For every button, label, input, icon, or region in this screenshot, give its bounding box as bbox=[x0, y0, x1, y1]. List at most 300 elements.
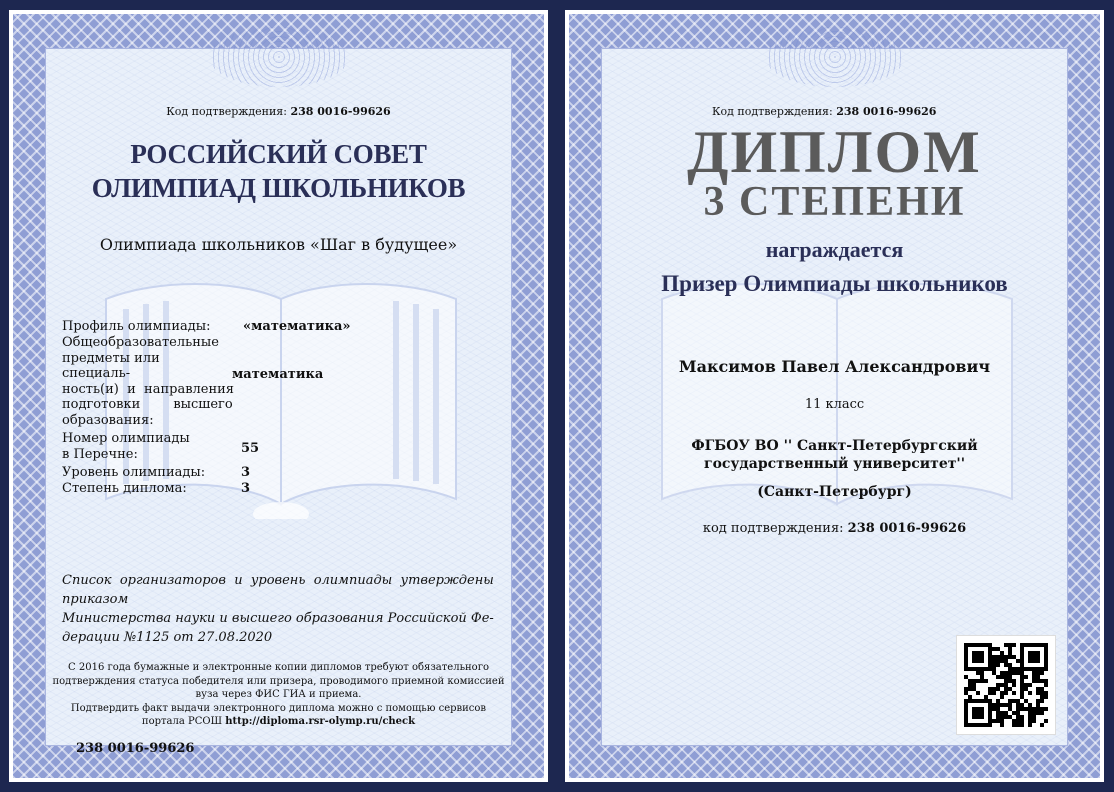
qr-module bbox=[1040, 699, 1044, 703]
qr-module bbox=[1020, 695, 1024, 699]
qr-module bbox=[1004, 711, 1008, 715]
recipient-grade: 11 класс bbox=[804, 397, 865, 412]
qr-module bbox=[988, 659, 992, 663]
qr-module bbox=[964, 647, 968, 651]
qr-module bbox=[1036, 655, 1040, 659]
qr-code bbox=[956, 635, 1056, 735]
organizers-note bbox=[62, 571, 502, 647]
qr-module bbox=[1044, 695, 1048, 699]
qr-module bbox=[1000, 691, 1004, 695]
qr-module bbox=[972, 707, 976, 711]
qr-module bbox=[1024, 643, 1028, 647]
qr-module bbox=[1032, 659, 1036, 663]
qr-module bbox=[972, 655, 976, 659]
qr-module bbox=[1008, 655, 1012, 659]
qr-module bbox=[964, 687, 968, 691]
qr-module bbox=[1036, 687, 1040, 691]
qr-module bbox=[984, 679, 988, 683]
qr-module bbox=[1020, 647, 1024, 651]
qr-module bbox=[1000, 651, 1004, 655]
qr-module bbox=[980, 659, 984, 663]
qr-module bbox=[1012, 683, 1016, 687]
confirmation-code-line bbox=[712, 105, 936, 118]
subjects-label-line: предметы или специаль- bbox=[62, 350, 160, 381]
qr-module bbox=[984, 667, 988, 671]
qr-module bbox=[1000, 675, 1004, 679]
profile-label: Профиль олимпиады: bbox=[62, 319, 211, 334]
qr-module bbox=[996, 663, 1000, 667]
qr-module bbox=[980, 723, 984, 727]
qr-module bbox=[1032, 667, 1036, 671]
qr-module bbox=[1012, 723, 1016, 727]
code-value: 238 0016-99626 bbox=[836, 105, 937, 118]
qr-module bbox=[1004, 679, 1008, 683]
qr-module bbox=[972, 659, 976, 663]
qr-module bbox=[976, 679, 980, 683]
qr-module bbox=[1044, 651, 1048, 655]
confirmation-footer bbox=[602, 521, 1067, 536]
qr-module bbox=[988, 715, 992, 719]
qr-module bbox=[964, 675, 968, 679]
qr-module bbox=[980, 699, 984, 703]
qr-module bbox=[1036, 703, 1040, 707]
qr-module bbox=[1032, 711, 1036, 715]
qr-module bbox=[1036, 643, 1040, 647]
qr-module bbox=[992, 703, 996, 707]
qr-module bbox=[972, 687, 976, 691]
qr-module bbox=[1028, 651, 1032, 655]
qr-module bbox=[1012, 643, 1016, 647]
olympiad-title: Олимпиада школьников «Шаг в будущее» bbox=[99, 235, 458, 254]
qr-module bbox=[1000, 671, 1004, 675]
qr-module bbox=[964, 651, 968, 655]
qr-module bbox=[1000, 715, 1004, 719]
subjects-value: математика bbox=[232, 367, 324, 382]
bottom-code: 238 0016-99626 bbox=[76, 741, 195, 756]
qr-module bbox=[980, 643, 984, 647]
qr-module bbox=[1044, 659, 1048, 663]
qr-module bbox=[976, 699, 980, 703]
qr-module bbox=[1020, 663, 1024, 667]
qr-module bbox=[972, 723, 976, 727]
qr-module bbox=[1024, 675, 1028, 679]
qr-module bbox=[1032, 643, 1036, 647]
qr-module bbox=[1000, 711, 1004, 715]
qr-module bbox=[996, 655, 1000, 659]
organizers-note-line: приказом bbox=[62, 592, 129, 607]
qr-module bbox=[980, 655, 984, 659]
qr-module bbox=[984, 699, 988, 703]
qr-module bbox=[1032, 655, 1036, 659]
qr-module bbox=[976, 655, 980, 659]
qr-module bbox=[1040, 671, 1044, 675]
qr-module bbox=[1016, 711, 1020, 715]
subjects-label bbox=[62, 335, 232, 428]
code-value: 238 0016-99626 bbox=[290, 105, 391, 118]
qr-module bbox=[1028, 691, 1032, 695]
organizers-note-line: Министерства науки и высшего образования Российской Фе- bbox=[62, 611, 494, 626]
qr-module bbox=[1008, 715, 1012, 719]
qr-module bbox=[1036, 679, 1040, 683]
profile-value: «математика» bbox=[243, 319, 351, 334]
qr-module bbox=[992, 667, 996, 671]
qr-module bbox=[968, 643, 972, 647]
qr-module bbox=[1024, 707, 1028, 711]
rosette-ornament bbox=[765, 27, 905, 87]
qr-module bbox=[1020, 643, 1024, 647]
qr-module bbox=[1040, 695, 1044, 699]
qr-module bbox=[1032, 651, 1036, 655]
qr-module bbox=[964, 659, 968, 663]
qr-module bbox=[1008, 707, 1012, 711]
qr-module bbox=[976, 651, 980, 655]
qr-module bbox=[976, 691, 980, 695]
qr-module bbox=[964, 703, 968, 707]
portal-label: портала РСОШ bbox=[141, 716, 222, 727]
qr-module bbox=[1004, 675, 1008, 679]
qr-module bbox=[1036, 691, 1040, 695]
qr-module bbox=[968, 723, 972, 727]
number-label-line: в Перечне: bbox=[62, 446, 138, 462]
qr-module bbox=[1020, 683, 1024, 687]
number-label bbox=[62, 431, 232, 462]
qr-module bbox=[1008, 679, 1012, 683]
qr-module bbox=[1036, 675, 1040, 679]
qr-module bbox=[976, 643, 980, 647]
qr-module bbox=[992, 655, 996, 659]
qr-module bbox=[1000, 683, 1004, 687]
qr-module bbox=[1008, 699, 1012, 703]
code-label: Код подтверждения: bbox=[166, 105, 287, 118]
qr-module bbox=[992, 647, 996, 651]
qr-module bbox=[1028, 723, 1032, 727]
qr-module bbox=[972, 667, 976, 671]
qr-module bbox=[1008, 671, 1012, 675]
qr-module bbox=[972, 651, 976, 655]
qr-module bbox=[1020, 719, 1024, 723]
qr-module bbox=[1012, 699, 1016, 703]
confirmation-code-line bbox=[46, 105, 511, 118]
qr-module bbox=[992, 687, 996, 691]
qr-module bbox=[1020, 651, 1024, 655]
qr-module bbox=[1028, 711, 1032, 715]
qr-module bbox=[1004, 691, 1008, 695]
code-label: Код подтверждения: bbox=[712, 105, 833, 118]
qr-module bbox=[996, 683, 1000, 687]
qr-module bbox=[996, 707, 1000, 711]
qr-module bbox=[1008, 651, 1012, 655]
qr-module bbox=[972, 679, 976, 683]
subjects-label-line: образования: bbox=[62, 412, 154, 428]
qr-module bbox=[1040, 643, 1044, 647]
qr-module bbox=[976, 723, 980, 727]
qr-module bbox=[984, 643, 988, 647]
qr-module bbox=[996, 699, 1000, 703]
subjects-label-line: ность(и) и направления bbox=[62, 381, 234, 397]
qr-module bbox=[1004, 659, 1008, 663]
page-inner-panel bbox=[45, 48, 512, 756]
institution-line: ФГБОУ ВО '' Санкт-Петербургский bbox=[691, 438, 978, 454]
qr-module bbox=[980, 651, 984, 655]
qr-module bbox=[964, 715, 968, 719]
qr-module bbox=[1020, 687, 1024, 691]
qr-module bbox=[988, 643, 992, 647]
qr-module bbox=[976, 667, 980, 671]
qr-module bbox=[976, 659, 980, 663]
qr-module bbox=[1044, 663, 1048, 667]
organizers-note-line: дерации №1125 от 27.08.2020 bbox=[62, 630, 273, 645]
qr-module bbox=[1012, 667, 1016, 671]
qr-module bbox=[1016, 707, 1020, 711]
number-value: 55 bbox=[241, 441, 260, 456]
qr-module bbox=[1004, 663, 1008, 667]
qr-module bbox=[1040, 679, 1044, 683]
qr-module bbox=[968, 695, 972, 699]
qr-module bbox=[980, 675, 984, 679]
qr-module bbox=[1000, 695, 1004, 699]
qr-module bbox=[964, 655, 968, 659]
qr-module bbox=[1028, 707, 1032, 711]
qr-module bbox=[968, 667, 972, 671]
qr-module bbox=[996, 659, 1000, 663]
qr-module bbox=[988, 703, 992, 707]
diploma-title: ДИПЛОМ bbox=[687, 119, 982, 185]
qr-module bbox=[1036, 651, 1040, 655]
qr-module bbox=[1040, 711, 1044, 715]
qr-module bbox=[964, 699, 968, 703]
qr-module bbox=[1004, 683, 1008, 687]
qr-module bbox=[988, 711, 992, 715]
qr-module bbox=[996, 719, 1000, 723]
qr-module bbox=[980, 671, 984, 675]
qr-module bbox=[1004, 715, 1008, 719]
qr-module bbox=[964, 663, 968, 667]
qr-module bbox=[1036, 711, 1040, 715]
qr-module bbox=[976, 711, 980, 715]
qr-module bbox=[976, 707, 980, 711]
qr-module bbox=[1020, 691, 1024, 695]
qr-module bbox=[1004, 671, 1008, 675]
qr-module bbox=[1032, 719, 1036, 723]
qr-module bbox=[1036, 659, 1040, 663]
qr-module bbox=[1004, 703, 1008, 707]
qr-module bbox=[1012, 719, 1016, 723]
qr-module bbox=[1044, 655, 1048, 659]
qr-module bbox=[1016, 719, 1020, 723]
qr-module bbox=[1000, 703, 1004, 707]
qr-module bbox=[964, 707, 968, 711]
qr-module bbox=[1024, 687, 1028, 691]
qr-module bbox=[1036, 699, 1040, 703]
qr-module bbox=[1008, 663, 1012, 667]
degree-label: Степень диплома: bbox=[62, 481, 187, 496]
qr-module bbox=[1016, 699, 1020, 703]
qr-module bbox=[980, 679, 984, 683]
qr-module bbox=[1020, 679, 1024, 683]
qr-module bbox=[964, 691, 968, 695]
institution bbox=[602, 437, 1067, 473]
qr-module bbox=[968, 687, 972, 691]
level-label: Уровень олимпиады: bbox=[62, 465, 206, 480]
verification-note-line: подтверждения статуса победителя или призера, проводимого приемной комиссией bbox=[52, 675, 505, 687]
qr-module bbox=[968, 679, 972, 683]
qr-module bbox=[968, 699, 972, 703]
qr-module bbox=[980, 711, 984, 715]
qr-module bbox=[972, 715, 976, 719]
qr-module bbox=[972, 683, 976, 687]
qr-module bbox=[1016, 667, 1020, 671]
qr-module bbox=[996, 703, 1000, 707]
qr-module bbox=[996, 687, 1000, 691]
qr-module bbox=[1032, 707, 1036, 711]
qr-module bbox=[1020, 707, 1024, 711]
qr-module bbox=[1016, 703, 1020, 707]
qr-module bbox=[1044, 667, 1048, 671]
number-label-line: Номер олимпиады bbox=[62, 431, 190, 446]
rosette-ornament bbox=[209, 27, 349, 87]
degree-value: 3 bbox=[241, 481, 251, 496]
qr-module bbox=[1032, 671, 1036, 675]
diploma-degree: 3 СТЕПЕНИ bbox=[703, 179, 966, 225]
qr-module bbox=[1044, 691, 1048, 695]
confirm-value: 238 0016-99626 bbox=[847, 521, 967, 536]
qr-module bbox=[1040, 687, 1044, 691]
qr-module bbox=[1028, 659, 1032, 663]
qr-module bbox=[1020, 703, 1024, 707]
qr-module bbox=[1044, 647, 1048, 651]
qr-module bbox=[1008, 703, 1012, 707]
verification-note-line bbox=[46, 715, 511, 729]
qr-module bbox=[992, 719, 996, 723]
qr-module bbox=[1020, 675, 1024, 679]
qr-module bbox=[1012, 691, 1016, 695]
qr-module bbox=[1040, 723, 1044, 727]
qr-module bbox=[996, 715, 1000, 719]
organizers-note-line: Список организаторов и уровень олимпиады утверждены bbox=[62, 573, 494, 588]
qr-module bbox=[1000, 723, 1004, 727]
qr-module bbox=[980, 707, 984, 711]
portal-link[interactable]: http://diploma.rsr-olymp.ru/check bbox=[225, 716, 416, 727]
qr-module bbox=[992, 691, 996, 695]
qr-module bbox=[1016, 715, 1020, 719]
qr-module bbox=[1000, 655, 1004, 659]
council-line-1: РОССИЙСКИЙ СОВЕТ bbox=[130, 139, 427, 169]
qr-module bbox=[996, 711, 1000, 715]
qr-module bbox=[1028, 719, 1032, 723]
qr-module bbox=[1040, 667, 1044, 671]
qr-module bbox=[1016, 659, 1020, 663]
council-line-2: ОЛИМПИАД ШКОЛЬНИКОВ bbox=[91, 173, 466, 203]
qr-module bbox=[1036, 667, 1040, 671]
qr-module bbox=[1000, 659, 1004, 663]
qr-module bbox=[984, 723, 988, 727]
qr-module bbox=[1044, 719, 1048, 723]
qr-module bbox=[992, 707, 996, 711]
qr-module bbox=[1008, 643, 1012, 647]
qr-module bbox=[992, 671, 996, 675]
open-book-watermark bbox=[652, 259, 1022, 519]
qr-module bbox=[972, 643, 976, 647]
diploma-left-page bbox=[9, 10, 548, 782]
qr-module bbox=[1012, 671, 1016, 675]
verification-note-line: вуза через ФИС ГИА и приема. bbox=[195, 689, 362, 700]
institution-city: (Санкт-Петербург) bbox=[757, 484, 912, 500]
awarded-text: награждается bbox=[765, 237, 904, 262]
qr-module bbox=[968, 683, 972, 687]
qr-module bbox=[996, 647, 1000, 651]
qr-module bbox=[1028, 655, 1032, 659]
qr-module bbox=[988, 723, 992, 727]
qr-module bbox=[980, 667, 984, 671]
qr-module bbox=[1004, 655, 1008, 659]
qr-module bbox=[1044, 707, 1048, 711]
qr-module bbox=[1024, 683, 1028, 687]
verification-note-line: Подтвердить факт выдачи электронного диплома можно с помощью сервисов bbox=[70, 702, 487, 714]
qr-module bbox=[988, 647, 992, 651]
qr-module bbox=[988, 719, 992, 723]
qr-module bbox=[1016, 671, 1020, 675]
qr-module bbox=[1028, 667, 1032, 671]
qr-module bbox=[1032, 715, 1036, 719]
level-value: 3 bbox=[241, 465, 251, 480]
qr-module bbox=[1024, 667, 1028, 671]
qr-module bbox=[1032, 679, 1036, 683]
qr-module bbox=[988, 663, 992, 667]
qr-module bbox=[1044, 683, 1048, 687]
qr-module bbox=[964, 723, 968, 727]
qr-module bbox=[988, 707, 992, 711]
qr-module bbox=[1040, 707, 1044, 711]
qr-module bbox=[980, 715, 984, 719]
council-title bbox=[46, 137, 511, 205]
subjects-label-line: подготовки высшего bbox=[62, 397, 233, 412]
institution-line: государственный университет'' bbox=[704, 456, 965, 472]
recipient-name: Максимов Павел Александрович bbox=[678, 357, 991, 376]
qr-module bbox=[1020, 671, 1024, 675]
qr-module bbox=[1004, 687, 1008, 691]
qr-module bbox=[988, 667, 992, 671]
qr-module bbox=[1020, 723, 1024, 727]
qr-module bbox=[1020, 659, 1024, 663]
qr-module bbox=[1000, 719, 1004, 723]
qr-module bbox=[1008, 687, 1012, 691]
qr-code-graphic bbox=[957, 636, 1055, 734]
qr-module bbox=[1012, 655, 1016, 659]
subjects-label-line: Общеобразовательные bbox=[62, 335, 219, 350]
qr-module bbox=[1032, 675, 1036, 679]
qr-module bbox=[972, 699, 976, 703]
qr-module bbox=[1004, 643, 1008, 647]
qr-module bbox=[988, 687, 992, 691]
verification-note-line: С 2016 года бумажные и электронные копии дипломов требуют обязательного bbox=[68, 662, 489, 673]
qr-module bbox=[1020, 667, 1024, 671]
qr-module bbox=[1008, 647, 1012, 651]
confirm-label: код подтверждения: bbox=[702, 521, 844, 536]
qr-module bbox=[1044, 679, 1048, 683]
qr-module bbox=[1012, 711, 1016, 715]
diploma-right-page bbox=[565, 10, 1104, 782]
qr-module bbox=[972, 711, 976, 715]
qr-module bbox=[1040, 691, 1044, 695]
qr-module bbox=[984, 695, 988, 699]
qr-module bbox=[996, 675, 1000, 679]
qr-module bbox=[1028, 683, 1032, 687]
qr-module bbox=[988, 691, 992, 695]
qr-module bbox=[1008, 675, 1012, 679]
qr-module bbox=[988, 699, 992, 703]
qr-module bbox=[992, 663, 996, 667]
qr-module bbox=[976, 715, 980, 719]
